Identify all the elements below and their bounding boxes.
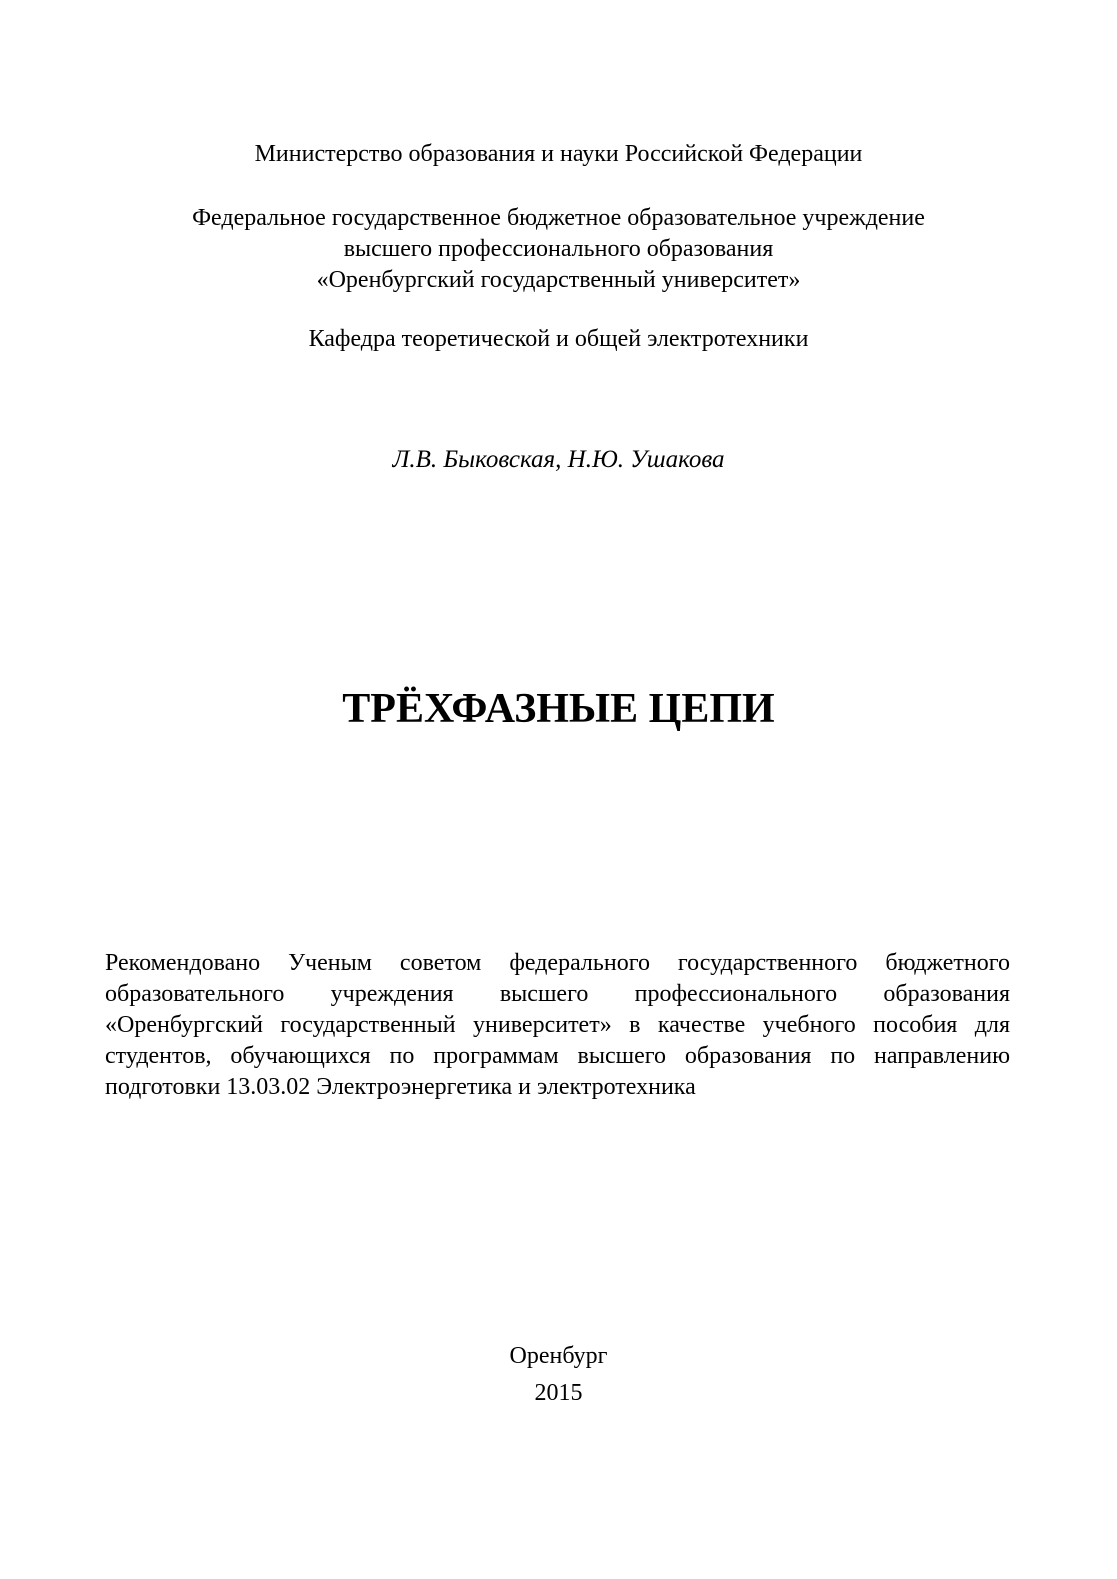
ministry-line: Министерство образования и науки Российской Федерации	[254, 141, 863, 167]
year: 2015	[534, 1380, 583, 1406]
department-line: Кафедра теоретической и общей электротехники	[308, 326, 809, 352]
institution-line-2: высшего профессионального образования	[343, 236, 774, 262]
recommendation-line-2: образовательного учреждения высшего профессионального образования	[105, 981, 1010, 1007]
recommendation-line-3: «Оренбургский государственный университет» в качестве учебного пособия для	[105, 1012, 1010, 1038]
recommendation-line-4: студентов, обучающихся по программам высшего образования по направлению	[105, 1043, 1010, 1069]
recommendation-line-1: Рекомендовано Ученым советом федерального государственного бюджетного	[105, 950, 1010, 976]
city: Оренбург	[509, 1343, 608, 1369]
page-title: ТРЁХФАЗНЫЕ ЦЕПИ	[342, 686, 775, 732]
institution-line-3: «Оренбургский государственный университет»	[316, 267, 801, 293]
institution-line-1: Федеральное государственное бюджетное образовательное учреждение	[192, 205, 925, 231]
recommendation-line-5: подготовки 13.03.02 Электроэнергетика и электротехника	[105, 1074, 696, 1100]
authors: Л.В. Быковская, Н.Ю. Ушакова	[392, 446, 725, 473]
